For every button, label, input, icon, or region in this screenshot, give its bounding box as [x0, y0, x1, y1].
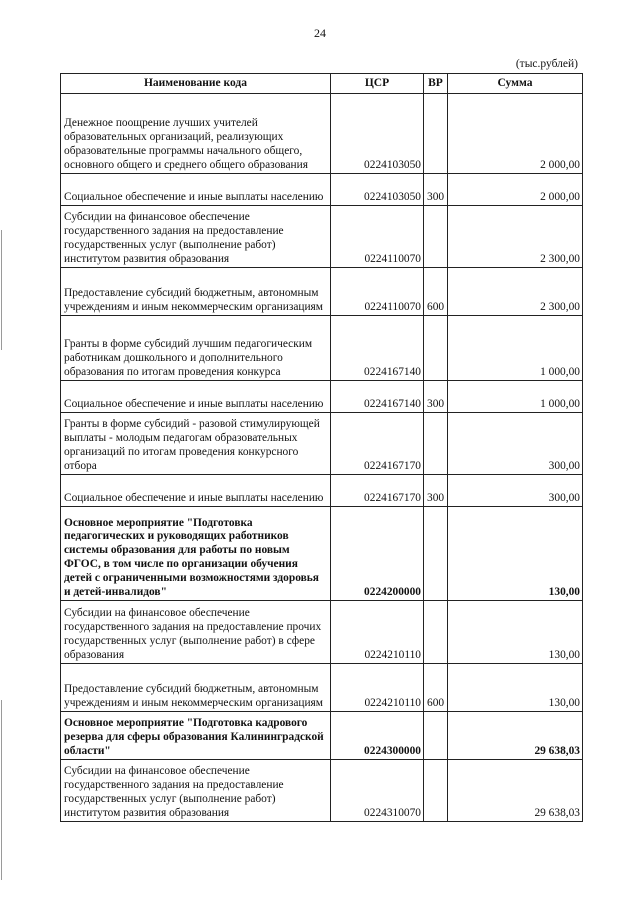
row-csr: 0224103050 [331, 94, 424, 174]
row-name: Денежное поощрение лучших учителей образовательных организаций, реализующих образовательные программы начального общего, основного общего и среднего общего образования [61, 94, 331, 174]
row-vr [424, 601, 448, 664]
row-name: Социальное обеспечение и иные выплаты населению [61, 381, 331, 413]
row-name: Субсидии на финансовое обеспечение государственного задания на предоставление государственных услуг (выполнение работ) институтом развития образования [61, 206, 331, 268]
row-csr: 0224110070 [331, 268, 424, 316]
table-row [61, 475, 583, 507]
row-sum: 2 000,00 [448, 174, 583, 206]
row-sum: 29 638,03 [448, 712, 583, 760]
row-vr [424, 760, 448, 822]
row-vr: 600 [424, 664, 448, 712]
row-name: Основное мероприятие "Подготовка кадрового резерва для сферы образования Калининградской области" [61, 712, 331, 760]
table-row [61, 268, 583, 316]
row-csr: 0224200000 [331, 507, 424, 601]
row-csr: 0224110070 [331, 206, 424, 268]
table-row [61, 381, 583, 413]
table-row [61, 316, 583, 381]
row-csr: 0224210110 [331, 601, 424, 664]
row-sum: 2 300,00 [448, 268, 583, 316]
header-name: Наименование кода [61, 74, 331, 94]
row-csr: 0224167140 [331, 316, 424, 381]
row-sum: 300,00 [448, 413, 583, 475]
row-sum: 2 000,00 [448, 94, 583, 174]
row-csr: 0224103050 [331, 174, 424, 206]
row-sum: 1 000,00 [448, 316, 583, 381]
table-row [61, 94, 583, 174]
row-csr: 0224210110 [331, 664, 424, 712]
row-name: Предоставление субсидий бюджетным, автономным учреждениям и иным некоммерческим организациям [61, 268, 331, 316]
budget-table [60, 73, 583, 822]
header-csr: ЦСР [331, 74, 424, 94]
scan-edge-mark [1, 230, 2, 350]
row-sum: 130,00 [448, 664, 583, 712]
row-vr: 300 [424, 174, 448, 206]
page-number: 24 [314, 26, 326, 40]
row-sum: 130,00 [448, 601, 583, 664]
row-csr: 0224310070 [331, 760, 424, 822]
row-vr [424, 94, 448, 174]
scan-edge-mark [1, 700, 2, 880]
table-row [61, 760, 583, 822]
row-vr [424, 712, 448, 760]
table-row [61, 507, 583, 601]
row-vr: 300 [424, 475, 448, 507]
row-vr [424, 413, 448, 475]
row-vr [424, 316, 448, 381]
row-name: Основное мероприятие "Подготовка педагогических и руководящих работников системы образования для работы по новым ФГОС, в том числе по организации обучения детей с ограниченными возможностями здоровья и детей-инвалидов" [61, 507, 331, 601]
units-note: (тыс.рублей) [515, 58, 578, 70]
table-row [61, 712, 583, 760]
table-row [61, 664, 583, 712]
table-row [61, 601, 583, 664]
row-sum: 29 638,03 [448, 760, 583, 822]
row-name: Предоставление субсидий бюджетным, автономным учреждениям и иным некоммерческим организациям [61, 664, 331, 712]
row-sum: 300,00 [448, 475, 583, 507]
row-name: Гранты в форме субсидий - разовой стимулирующей выплаты - молодым педагогам образовательных организаций по итогам проведения конкурсного отбора [61, 413, 331, 475]
row-csr: 0224167170 [331, 413, 424, 475]
row-vr: 300 [424, 381, 448, 413]
header-vr: ВР [424, 74, 448, 94]
table-row [61, 206, 583, 268]
row-sum: 130,00 [448, 507, 583, 601]
row-vr [424, 206, 448, 268]
row-name: Гранты в форме субсидий лучшим педагогическим работникам дошкольного и дополнительного образования по итогам проведения конкурса [61, 316, 331, 381]
row-name: Субсидии на финансовое обеспечение государственного задания на предоставление прочих государственных услуг (выполнение работ) в сфере образования [61, 601, 331, 664]
row-sum: 2 300,00 [448, 206, 583, 268]
row-vr: 600 [424, 268, 448, 316]
row-csr: 0224167170 [331, 475, 424, 507]
row-sum: 1 000,00 [448, 381, 583, 413]
row-name: Социальное обеспечение и иные выплаты населению [61, 174, 331, 206]
row-csr: 0224300000 [331, 712, 424, 760]
row-vr [424, 507, 448, 601]
table-row [61, 413, 583, 475]
header-sum: Сумма [448, 74, 583, 94]
table-row [61, 174, 583, 206]
row-name: Субсидии на финансовое обеспечение государственного задания на предоставление государственных услуг (выполнение работ) институтом развития образования [61, 760, 331, 822]
row-name: Социальное обеспечение и иные выплаты населению [61, 475, 331, 507]
row-csr: 0224167140 [331, 381, 424, 413]
table-header-row [61, 74, 583, 94]
